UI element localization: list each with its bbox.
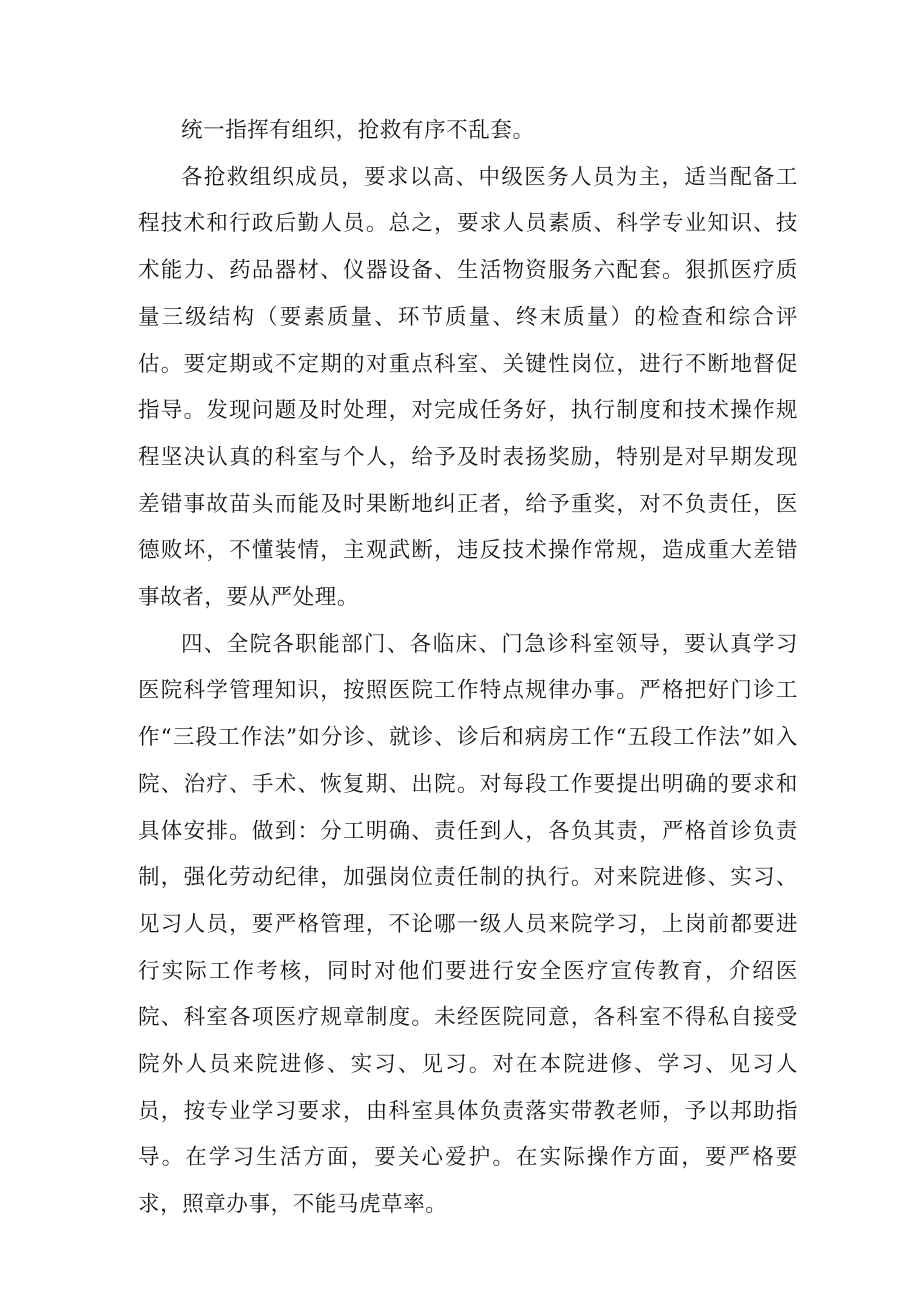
paragraph-2: 各抢救组织成员，要求以高、中级医务人员为主，适当配备工程技术和行政后勤人员。总之，要求人员素质、科学专业知识、技术能力、药品器材、仪器设备、生活物资服务六配套。狠抓医疗质量三级结构（要素质量、环节质量、终末质量）的检查和综合评估。要定期或不定期的对重点科室、关键性岗位，进行不断地督促指导。发现问题及时处理，对完成任务好，执行制度和技术操作规程坚决认真的科室与个人，给予及时表扬奖励，特别是对早期发现差错事故苗头而能及时果断地纠正者，给予重奖，对不负责任，医德败坏，不懂装情，主观武断，违反技术操作常规，造成重大差错事故者，要从严处理。 <box>138 164 798 611</box>
paragraph-3: 四、全院各职能部门、各临床、门急诊科室领导，要认真学习医院科学管理知识，按照医院工作特点规律办事。严格把好门诊工作“三段工作法”如分诊、就诊、诊后和病房工作“五段工作法”如入院、治疗、手术、恢复期、出院。对每段工作要提出明确的要求和具体安排。做到：分工明确、责任到人，各负其责，严格首诊负责制，强化劳动纪律，加强岗位责任制的执行。对来院进修、实习、见习人员，要严格管理，不论哪一级人员来院学习，上岗前都要进行实际工作考核，同时对他们要进行安全医疗宣传教育，介绍医院、科室各项医疗规章制度。未经医院同意，各科室不得私自接受院外人员来院进修、实习、见习。对在本院进修、学习、见习人员，按专业学习要求，由科室具体负责落实带教老师，予以邦助指导。在学习生活方面，要关心爱护。在实际操作方面，要严格要求，照章办事，不能马虎草率。 <box>138 631 798 1218</box>
paragraph-1: 统一指挥有组织，抢救有序不乱套。 <box>181 118 535 143</box>
document-body <box>138 108 798 1229</box>
